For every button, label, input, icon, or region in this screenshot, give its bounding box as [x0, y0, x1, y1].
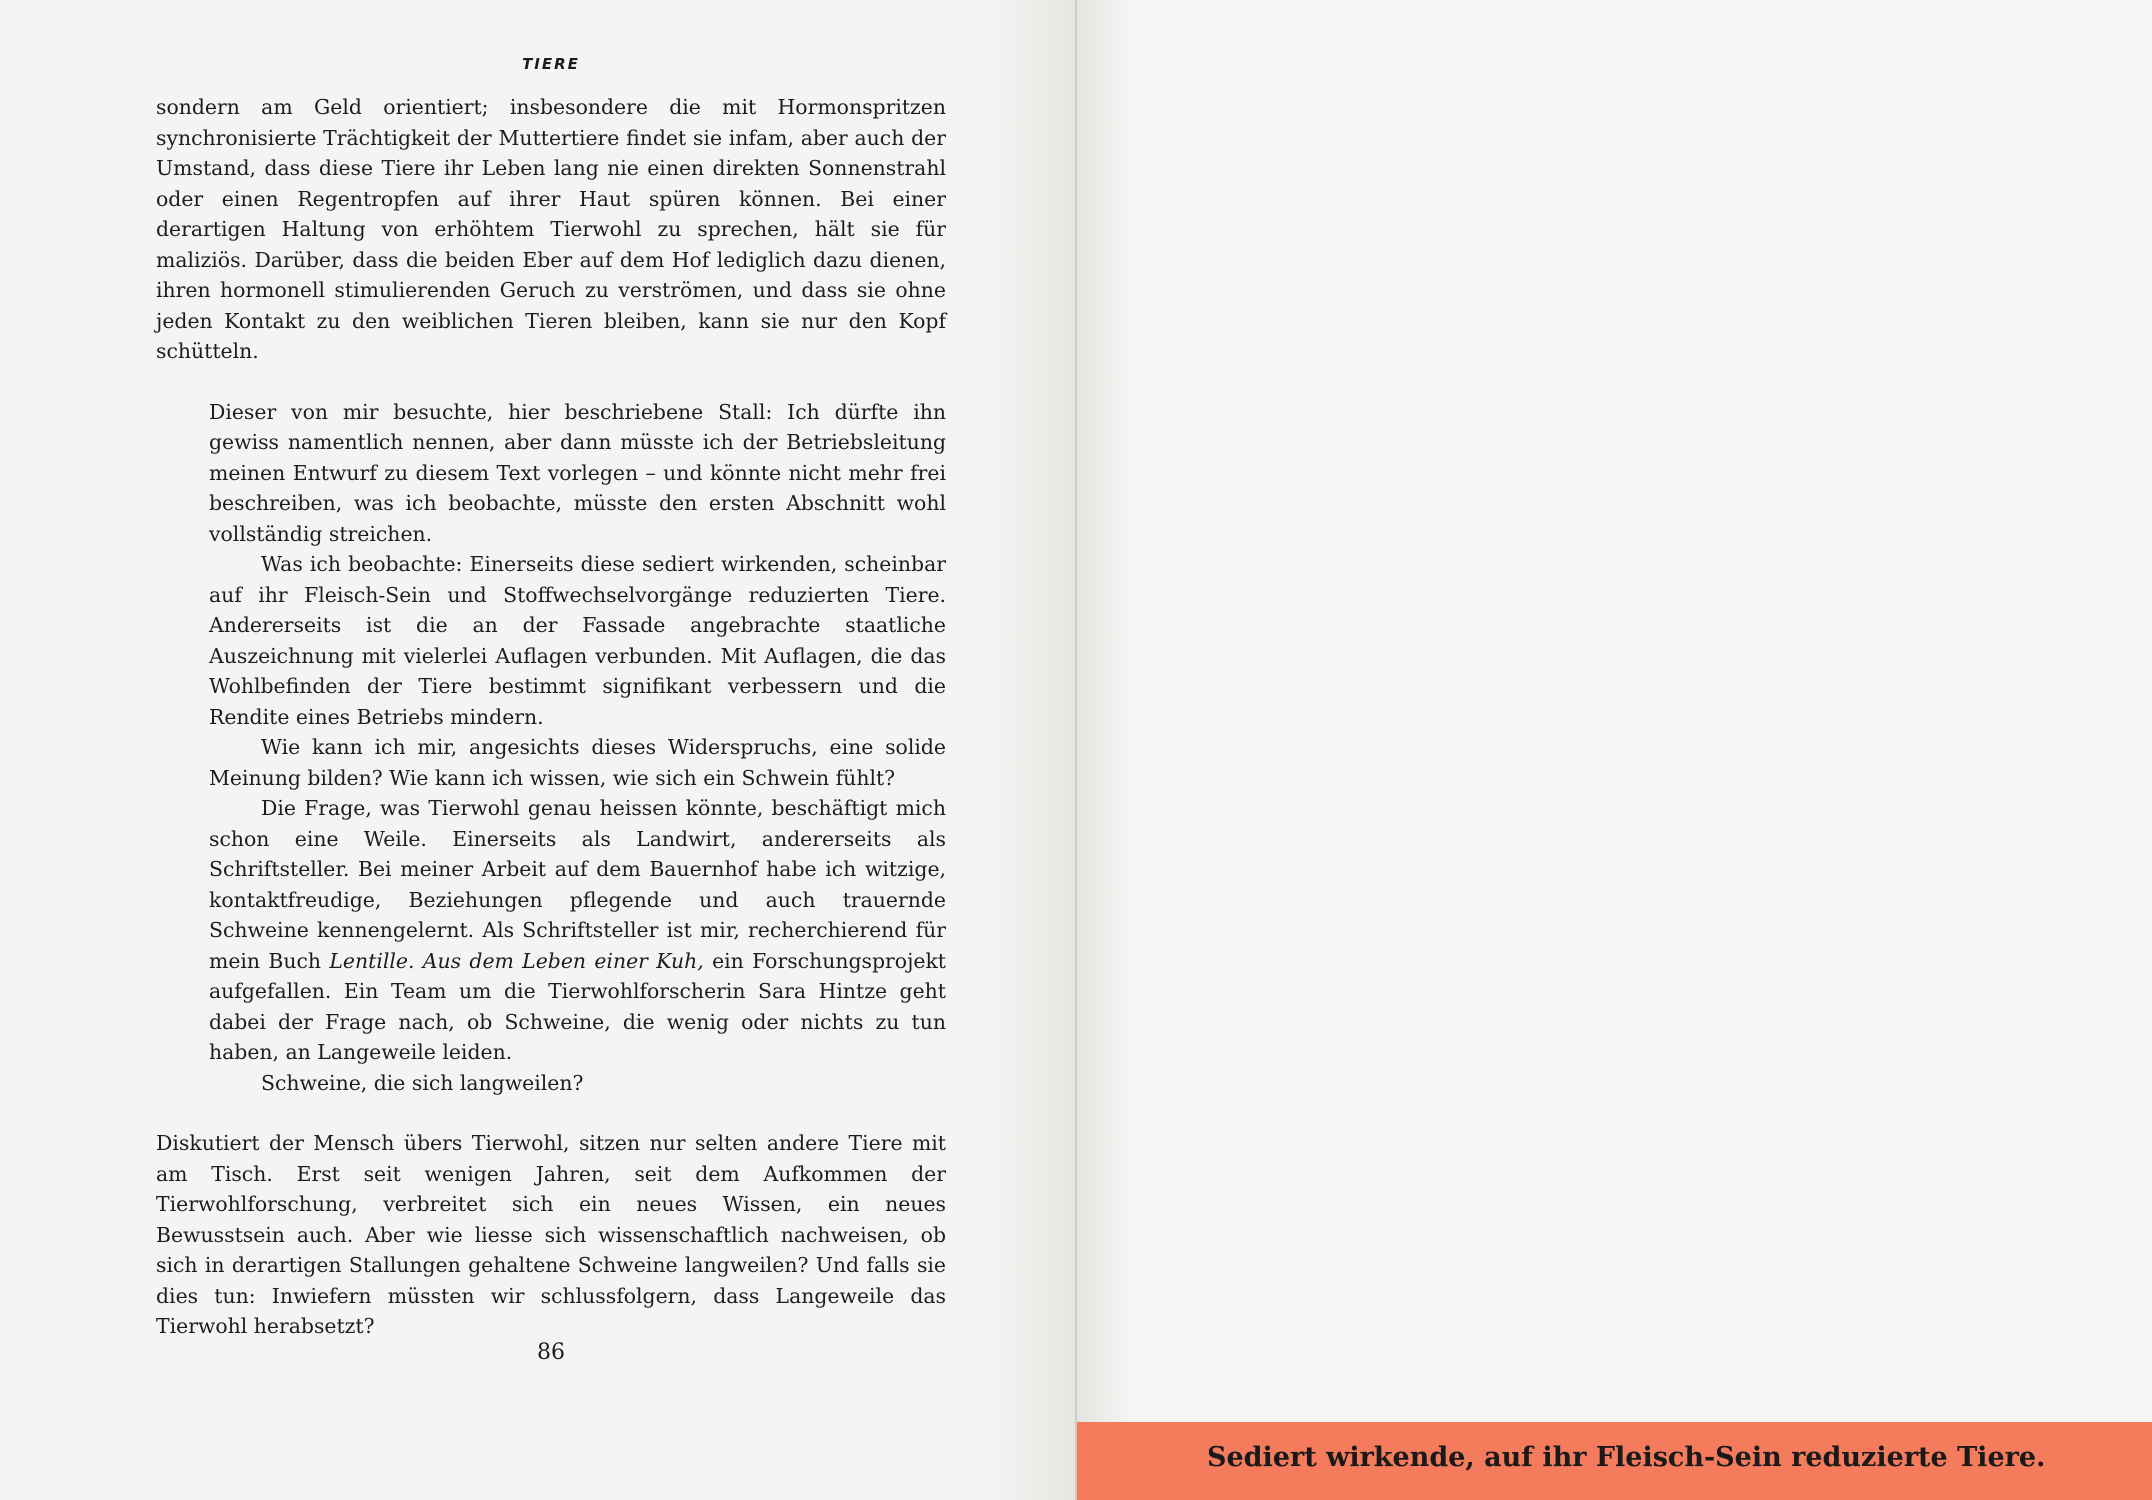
left-body-text: [156, 92, 946, 1342]
paragraph: sondern am Geld orientiert; insbesondere die mit Hormonspritzen synchronisierte Trächtigkeit der Muttertiere findet sie infam, aber auch der Umstand, dass diese Tiere ihr Leben lang nie einen direkten Sonnenstrahl oder einen Regentropfen auf ihrer Haut spüren können. Bei einer derartigen Haltung von erhöhtem Tierwohl zu sprechen, hält sie für maliziös. Darüber, dass die beiden Eber auf dem Hof lediglich dazu dienen, ihren hormonell stimulierenden Geruch zu verströmen, und dass sie ohne jeden Kontakt zu den weiblichen Tieren bleiben, kann sie nur den Kopf schütteln.: [156, 95, 946, 363]
left-page: [0, 0, 1075, 1500]
paragraph: Schweine, die sich langweilen?: [261, 1070, 584, 1095]
right-page: [1077, 0, 2152, 1500]
running-head-left: TIERE: [522, 55, 580, 73]
paragraph: [209, 793, 946, 1068]
text-run: ein Forschungsprojekt aufgefallen. Ein Team um die Tierwohlforscherin Sara Hintze geht dabei der Frage nach, ob Schweine, die wenig oder nichts zu tun haben, an Langeweile leiden.: [209, 948, 947, 1064]
page-number-left: 86: [537, 1340, 565, 1365]
paragraph: Wie kann ich mir, angesichts dieses Widerspruchs, eine solide Meinung bilden? Wie kann ich wissen, wie sich ein Schwein fühlt?: [209, 735, 946, 790]
paragraph: Was ich beobachte: Einerseits diese sediert wirkenden, scheinbar auf ihr Fleisch-Sein und Stoffwechselvorgänge reduzierten Tiere. Andererseits ist die an der Fassade angebrachte staatliche Auszeichnung mit vielerlei Auflagen verbunden. Mit Auflagen, die das Wohlbefinden der Tiere bestimmt signifikant verbessern und die Rendite eines Betriebs mindern.: [209, 552, 946, 729]
section-spacer: [156, 367, 946, 397]
paragraph: Dieser von mir besuchte, hier beschriebene Stall: Ich dürfte ihn gewiss namentlich nennen, aber dann müsste ich der Betriebsleitung meinen Entwurf zu diesem Text vorlegen – und könnte nicht mehr frei beschreiben, was ich beobachte, müsste den ersten Abschnitt wohl vollständig streichen.: [209, 399, 946, 546]
paragraph: Diskutiert der Mensch übers Tierwohl, sitzen nur selten andere Tiere mit am Tisch. Erst seit wenigen Jahren, seit dem Aufkommen der Tierwohlforschung, verbreitet sich ein neues Wissen, ein neues Bewusstsein auch. Aber wie liesse sich wissenschaftlich nachweisen, ob sich in derartigen Stallungen gehaltene Schweine langweilen? Und falls sie dies tun: Inwiefern müssten wir schlussfolgern, dass Langeweile das Tierwohl herabsetzt?: [156, 1131, 946, 1338]
text-run: Die Frage, was Tierwohl genau heissen könnte, beschäftigt mich schon eine Weile. Einerseits als Landwirt, andererseits als Schriftsteller. Bei meiner Arbeit auf dem Bauernhof habe ich witzige, kontaktfreudige, Beziehungen pflegende und auch trauernde Schweine kennengelernt. Als Schriftsteller ist mir, recherchierend für mein Buch: [209, 796, 946, 973]
section-spacer: [156, 1098, 946, 1128]
indented-section: [209, 397, 946, 1099]
pull-quote: Sediert wirkende, auf ihr Fleisch-Sein reduzierte Tiere.: [1207, 1442, 2046, 1473]
pull-quote-band: [1077, 1422, 2152, 1500]
book-title: Lentille. Aus dem Leben einer Kuh,: [329, 948, 704, 973]
